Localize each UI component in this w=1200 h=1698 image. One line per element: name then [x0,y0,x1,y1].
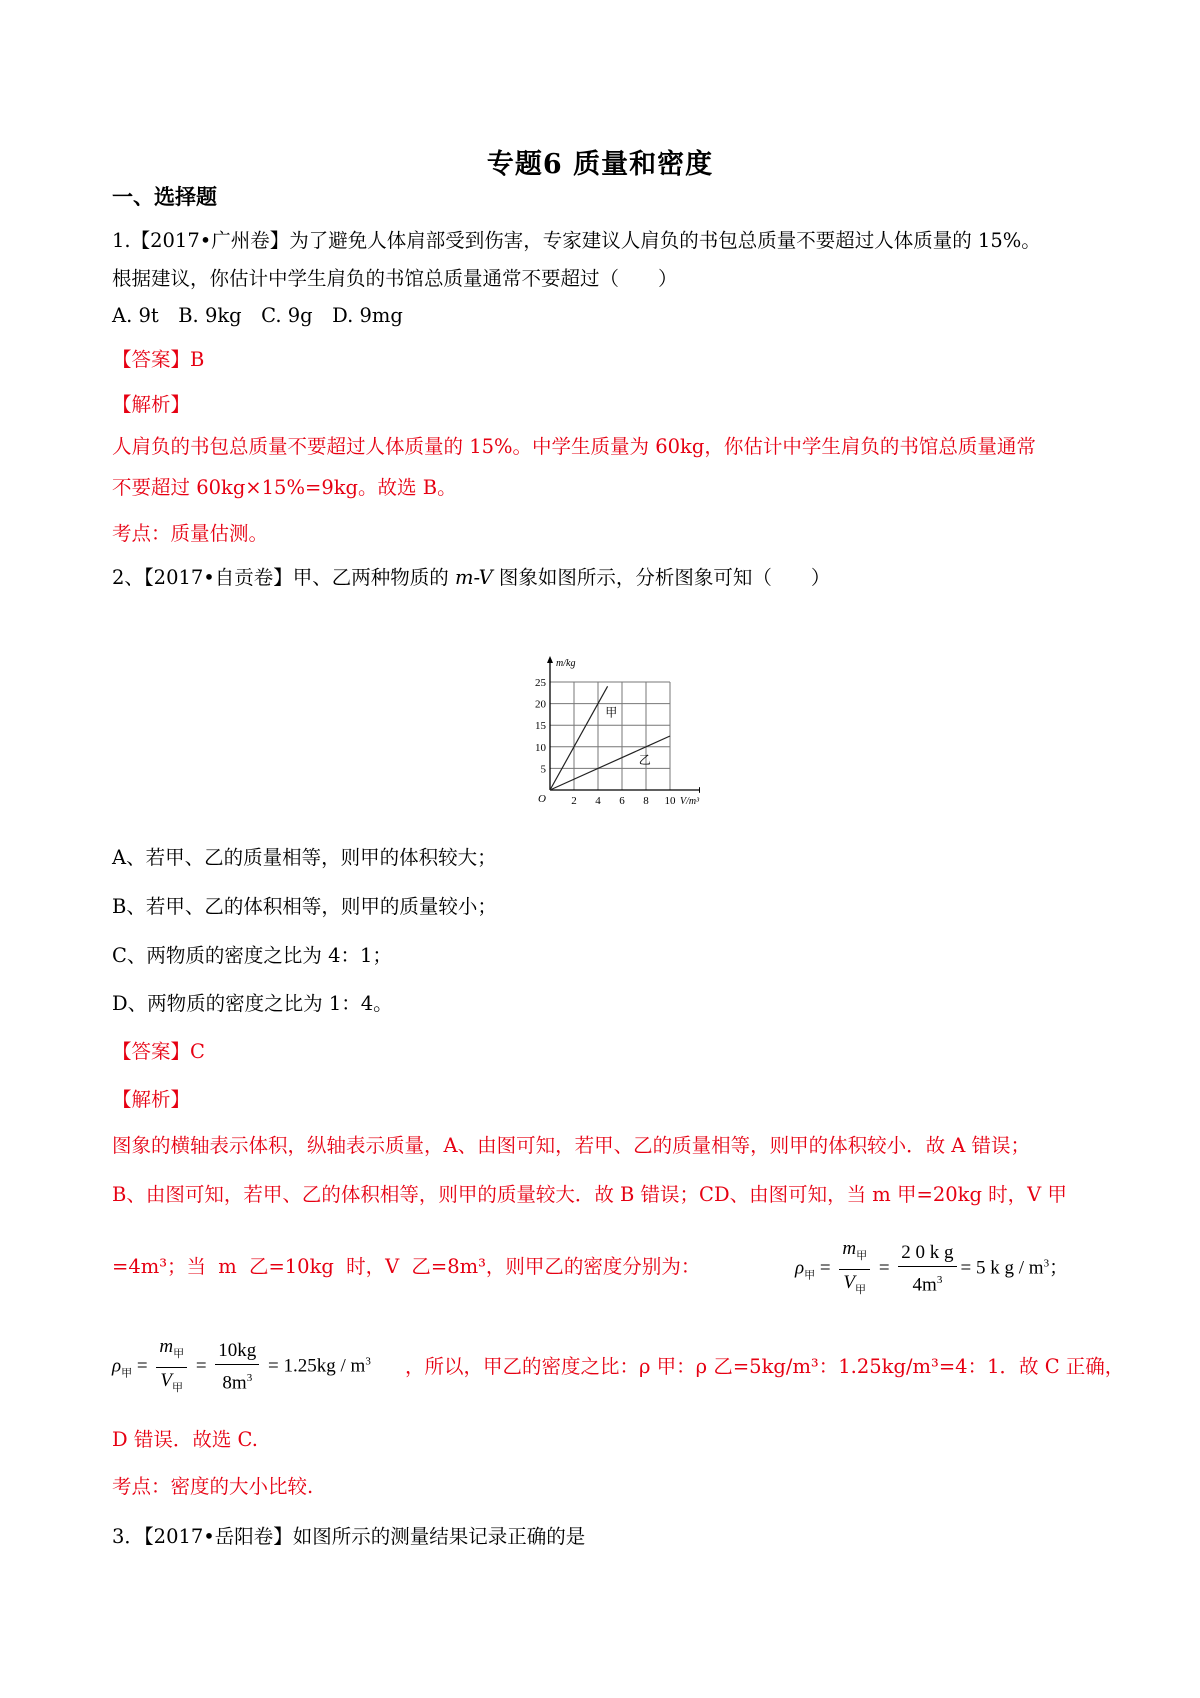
q1-answer: 【答案】B [112,348,205,371]
q2-answer: 【答案】C [112,1040,205,1063]
q2-analysis-line4: ，所以，甲乙的密度之比：ρ 甲：ρ 乙=5kg/m³：1.25kg/m³=4：1．故 C 正确， [405,1355,1125,1378]
y-axis-arrow [547,656,553,663]
q2-analysis-line3: =4m³；当 m 乙=10kg 时，V 乙=8m³，则甲乙的密度分别为： [112,1255,701,1278]
q2-analysis-line5: D 错误．故选 C. [112,1428,258,1451]
series-line-yi [550,736,670,790]
q1-analysis-line1: 人肩负的书包总质量不要超过人体质量的 15%。中学生质量为 60kg，你估计中学生肩负的书馆总质量通常 [112,435,1036,458]
q2-analysis-line1: 图象的横轴表示体积，纵轴表示质量，A、由图可知，若甲、乙的质量相等，则甲的体积较小．故 A 错误； [112,1134,1031,1157]
x-axis-arrow [699,787,700,793]
x-tick-label: 6 [619,795,625,807]
q2-option-d: D、两物质的密度之比为 1：4。 [112,992,393,1015]
x-tick-label: 4 [595,795,601,807]
q2-stem-variable: m-V [454,566,493,589]
y-axis-title: m/kg [556,658,576,669]
q2-option-c: C、两物质的密度之比为 4：1； [112,944,392,967]
q2-stem-suffix: 图象如图所示，分析图象可知（ ） [492,566,831,589]
y-tick-label: 20 [535,698,546,711]
series-label-jia: 甲 [605,705,618,720]
q2-option-b: B、若甲、乙的体积相等，则甲的质量较小； [112,895,497,918]
m-v-graph [520,655,700,820]
series-line-jia [550,686,608,790]
page-title: 专题6 质量和密度 [486,149,714,180]
x-tick-label: 2 [571,795,577,807]
q2-analysis-head: 【解析】 [112,1088,191,1111]
series-label-yi: 乙 [638,753,651,768]
q3-stem: 3．【2017•岳阳卷】如图所示的测量结果记录正确的是 [112,1525,586,1548]
q1-analysis-head: 【解析】 [112,393,191,416]
y-tick-label: 15 [535,720,546,733]
q1-stem-line1: 1.【2017•广州卷】为了避免人体肩部受到伤害，专家建议人肩负的书包总质量不要超过人体质量的 15%。 [112,229,1041,252]
q1-stem-line2: 根据建议，你估计中学生肩负的书馆总质量通常不要超过（ ） [112,267,678,290]
q2-point: 考点：密度的大小比较. [112,1475,314,1498]
density-formula-yi: $\rho_甲$ = $\frac{m_甲}{V_甲}$ = $\frac{10kg}{8m^3}$ = $1.25kg / m^3$ [112,1336,371,1394]
density-formula-jia: $\rho_甲$ = $\frac{m_甲}{V_甲}$ = $\frac{\text{2 0 k g}}{4m^3}$ = 5 k g / $m^3$； [795,1238,1069,1296]
q2-stem-prefix: 2、【2017•自贡卷】甲、乙两种物质的 [112,566,455,589]
q1-analysis-line2: 不要超过 60kg×15%=9kg。故选 B。 [112,476,457,499]
section-heading: 一、选择题 [112,184,217,209]
origin-label: O [538,793,546,805]
q2-analysis-line2: B、由图可知，若甲、乙的体积相等，则甲的质量较大．故 B 错误；CD、由图可知，当 m 甲=20kg 时，V 甲 [112,1183,1067,1206]
y-tick-label: 5 [540,763,546,776]
q1-point: 考点：质量估测。 [112,522,269,545]
x-tick-label: 8 [643,795,649,807]
y-tick-label: 10 [535,741,546,754]
q2-option-a: A、若甲、乙的质量相等，则甲的体积较大； [112,846,497,869]
x-axis-title: V/m³ [680,796,700,807]
q2-stem [112,563,830,593]
q1-options: A. 9t B. 9kg C. 9g D. 9mg [112,304,403,327]
x-tick-label: 10 [664,795,676,807]
y-tick-label: 25 [535,677,546,689]
